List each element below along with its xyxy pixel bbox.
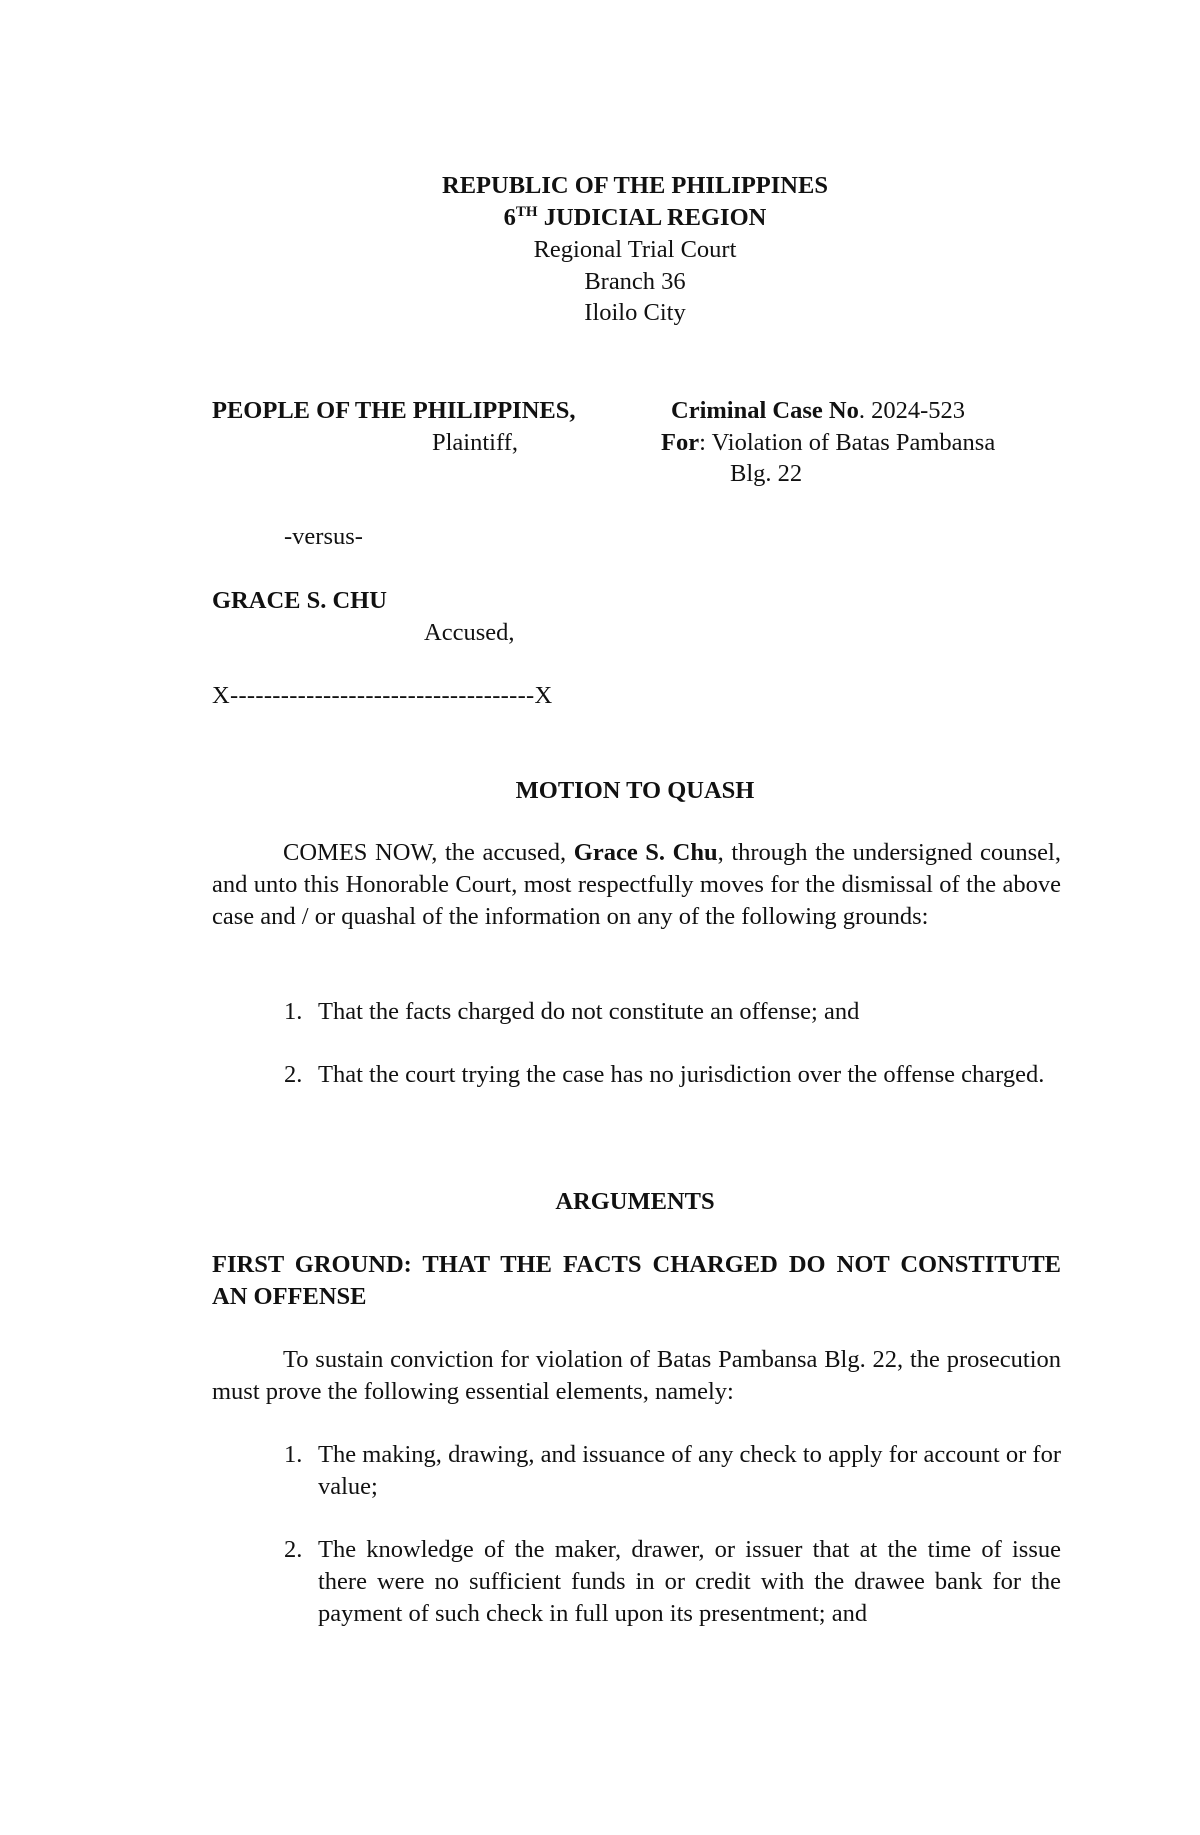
header-court: Regional Trial Court [533,236,737,263]
header-region-num: 6 [503,204,516,231]
intro-lead: COMES NOW, the accused, [283,839,574,866]
versus-text: -versus- [284,523,363,550]
first-ground-heading: FIRST GROUND: THAT THE FACTS CHARGED DO NOT CONSTITUTE AN OFFENSE [212,1251,1061,1310]
header-region-sup: TH [515,203,538,220]
intro-paragraph [212,837,1061,933]
ground-2-text: That the court trying the case has no jurisdiction over the offense charged. [318,1061,1045,1088]
accused-role: Accused, [424,619,515,646]
element-2-num: 2. [284,1536,303,1563]
caption-divider: X------------------------------------X [212,682,553,709]
header-region-rest: JUDICIAL REGION [537,204,767,231]
case-label: Criminal Case No [671,397,859,424]
intro-rest: , through the undersigned counsel, and unto this Honorable Court, most respectfully moves for the dismissal of the above case and / or quashal of the information on any of the following grounds: [212,839,1061,930]
elements-intro: To sustain conviction for violation of Batas Pambansa Blg. 22, the prosecution must prove the following essential elements, namely: [212,1346,1061,1405]
ground-2-num: 2. [284,1061,303,1088]
case-for-line [661,427,995,459]
motion-title: MOTION TO QUASH [515,777,755,804]
accused-name: GRACE S. CHU [212,587,387,614]
plaintiff-role: Plaintiff, [432,429,518,456]
for-label: For [661,429,700,456]
header-city: Iloilo City [584,299,686,326]
plaintiff-name: PEOPLE OF THE PHILIPPINES, [212,397,576,424]
case-number: . 2024-523 [858,397,965,424]
ground-1-num: 1. [284,998,303,1025]
case-number-line [671,395,965,427]
element-1-num: 1. [284,1441,303,1468]
header-branch: Branch 36 [584,268,686,295]
header-region [0,202,1200,234]
for-text: : Violation of Batas Pambansa [699,429,996,456]
element-1-text: The making, drawing, and issuance of any check to apply for account or for value; [318,1441,1061,1500]
intro-accused: Grace S. Chu [573,839,718,866]
case-for-line-2: Blg. 22 [730,460,803,487]
element-2-text: The knowledge of the maker, drawer, or issuer that at the time of issue there were no sufficient funds in or credit with the drawee bank for the payment of such check in full upon its presentment; and [318,1536,1061,1627]
ground-1-text: That the facts charged do not constitute an offense; and [318,998,860,1025]
arguments-heading: ARGUMENTS [555,1188,715,1215]
header-republic: REPUBLIC OF THE PHILIPPINES [442,172,828,199]
